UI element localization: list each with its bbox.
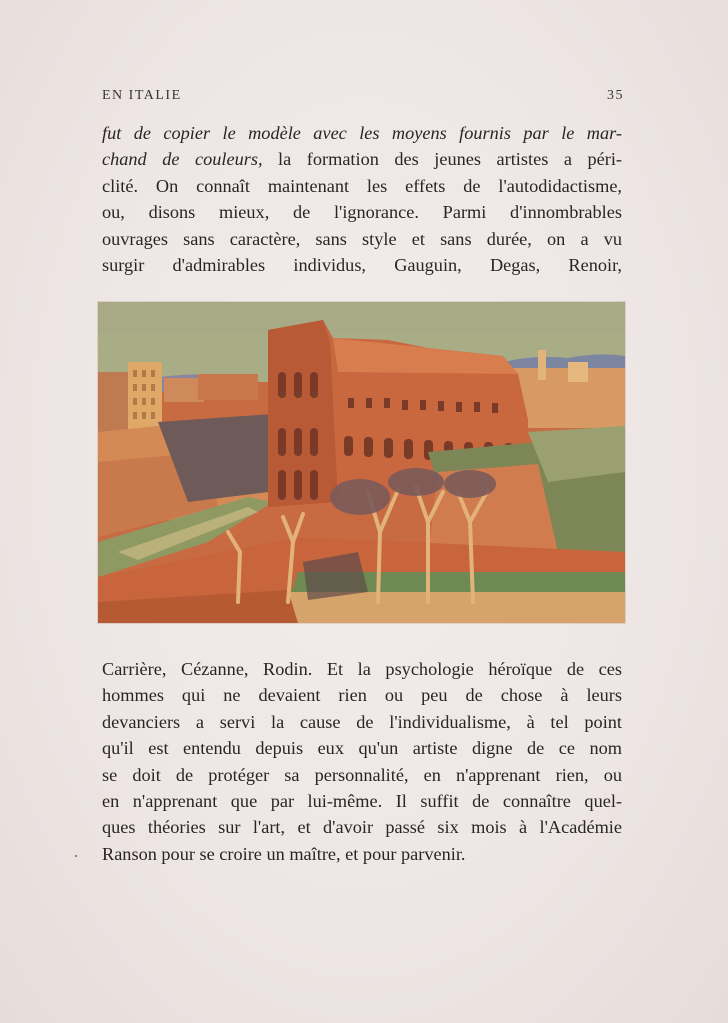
paper-speck bbox=[75, 855, 77, 857]
running-head-title: EN ITALIE bbox=[102, 88, 182, 103]
running-head bbox=[102, 88, 624, 104]
text-line bbox=[102, 252, 622, 278]
text-line: se doit de protéger sa personnalité, en n'apprenant rien, ou bbox=[102, 764, 622, 785]
italic-text: fut de copier le modèle avec les moyens fournis par le mar- bbox=[102, 123, 622, 143]
roman-text: la formation des jeunes artistes a péri- bbox=[262, 149, 622, 170]
text-line: Carrière, Cézanne, Rodin. Et la psychologie héroïque de ces bbox=[102, 659, 622, 679]
text-line: Ranson pour se croire un maître, et pour parvenir. bbox=[102, 843, 466, 864]
text-line bbox=[102, 120, 622, 146]
text-line: qu'il est entendu depuis eux qu'un artiste digne de ce nom bbox=[102, 738, 622, 759]
text-line bbox=[102, 146, 622, 172]
italic-text: chand de couleurs, bbox=[102, 149, 263, 170]
paragraph-bottom bbox=[102, 656, 622, 867]
roman-text: ou, disons mieux, de l'ignorance. Parmi d'innombrables bbox=[102, 202, 622, 223]
text-line bbox=[102, 199, 622, 225]
text-line: en n'apprenant que par lui-même. Il suffit de connaître quel- bbox=[102, 791, 622, 812]
text-line bbox=[102, 226, 622, 252]
text-line: devanciers a servi la cause de l'individualisme, à tel point bbox=[102, 711, 622, 732]
roman-text: ouvrages sans caractère, sans style et sans durée, on a vu bbox=[102, 228, 622, 249]
roman-text: surgir d'admirables individus, Gauguin, Degas, Renoir, bbox=[102, 255, 622, 276]
text-line: hommes qui ne devaient rien ou peu de chose à leurs bbox=[102, 685, 622, 706]
page-number: 35 bbox=[607, 88, 624, 103]
colosseum-painting bbox=[98, 302, 625, 623]
paragraph-top bbox=[102, 120, 622, 278]
roman-text: clité. On connaît maintenant les effets de l'autodidactisme, bbox=[102, 175, 622, 196]
colosseum-illustration bbox=[98, 302, 625, 623]
text-line: ques théories sur l'art, et d'avoir passé six mois à l'Académie bbox=[102, 817, 622, 838]
text-line bbox=[102, 173, 622, 199]
